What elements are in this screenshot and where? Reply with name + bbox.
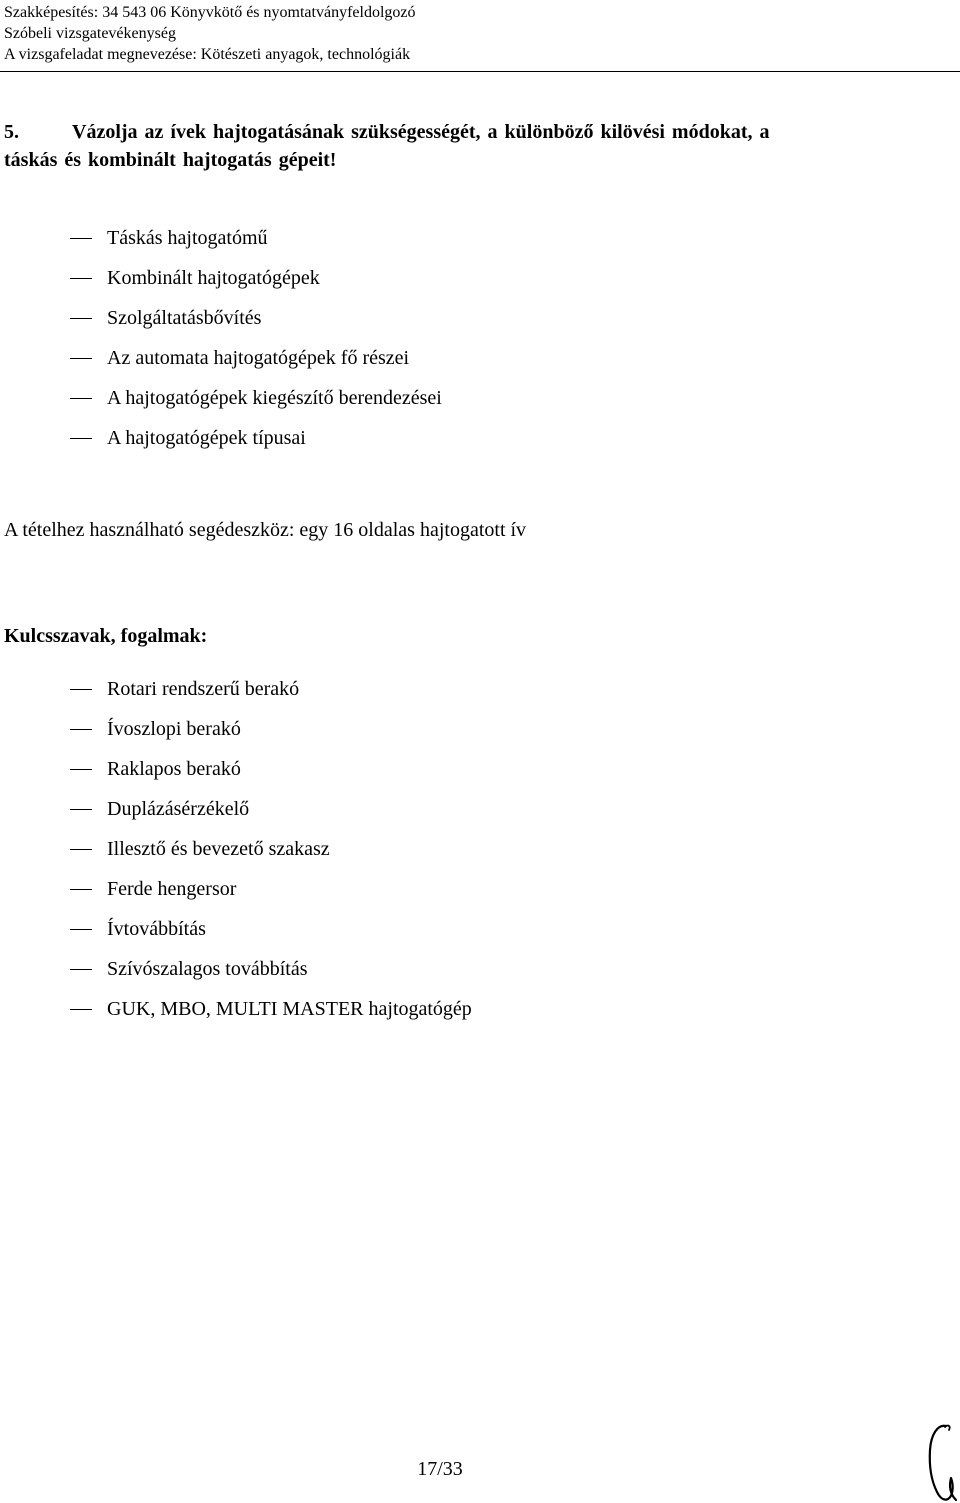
dash-bullet-icon (70, 358, 92, 359)
question-text-2: táskás és kombinált hajtogatás gépeit! (4, 149, 337, 171)
list-item (70, 298, 442, 338)
question-text-1: Vázolja az ívek hajtogatásának szükségességét, a különböző kilövési módokat, a (72, 121, 770, 143)
header-exam-activity: Szóbeli vizsgatevékenység (4, 25, 176, 42)
header-qualification: Szakképesítés: 34 543 06 Könyvkötő és nyomtatványfeldolgozó (4, 4, 416, 21)
keyword-text: Ívoszlopi berakó (107, 718, 241, 740)
topic-text: Az automata hajtogatógépek fő részei (107, 347, 410, 369)
dash-bullet-icon (70, 438, 92, 439)
keyword-text: GUK, MBO, MULTI MASTER hajtogatógép (107, 998, 472, 1020)
dash-bullet-icon (70, 689, 92, 690)
list-item (70, 258, 442, 298)
keyword-list (70, 669, 472, 1029)
dash-bullet-icon (70, 238, 92, 239)
topic-text: Táskás hajtogatómű (107, 227, 268, 249)
topic-text: A hajtogatógépek típusai (107, 427, 306, 449)
header-task-name: A vizsgafeladat megnevezése: Kötészeti anyagok, technológiák (4, 46, 411, 63)
dash-bullet-icon (70, 278, 92, 279)
topic-text: Szolgáltatásbővítés (107, 307, 262, 329)
topic-list (70, 218, 442, 458)
dash-bullet-icon (70, 849, 92, 850)
keywords-title: Kulcsszavak, fogalmak: (4, 625, 208, 647)
header-divider (0, 71, 960, 72)
dash-bullet-icon (70, 398, 92, 399)
question-block (4, 118, 884, 174)
aid-text: A tételhez használható segédeszköz: egy 16 oldalas hajtogatott ív (4, 519, 527, 541)
keyword-text: Rotari rendszerű berakó (107, 678, 300, 700)
list-item (70, 418, 442, 458)
question-number: 5. (4, 121, 19, 143)
list-item (70, 869, 472, 909)
list-item (70, 669, 472, 709)
keyword-text: Ívtovábbítás (107, 918, 206, 940)
keyword-text: Raklapos berakó (107, 758, 241, 780)
dash-bullet-icon (70, 318, 92, 319)
keyword-text: Illesztő és bevezető szakasz (107, 838, 330, 860)
page-header (4, 2, 415, 65)
dash-bullet-icon (70, 889, 92, 890)
dash-bullet-icon (70, 809, 92, 810)
list-item (70, 749, 472, 789)
list-item (70, 378, 442, 418)
dash-bullet-icon (70, 769, 92, 770)
keyword-text: Ferde hengersor (107, 878, 237, 900)
dash-bullet-icon (70, 969, 92, 970)
dash-bullet-icon (70, 1009, 92, 1010)
topic-text: Kombinált hajtogatógépek (107, 267, 320, 289)
list-item (70, 989, 472, 1029)
list-item (70, 218, 442, 258)
topic-text: A hajtogatógépek kiegészítő berendezései (107, 387, 442, 409)
list-item (70, 909, 472, 949)
keyword-text: Duplázásérzékelő (107, 798, 250, 820)
page-number: 17/33 (417, 1458, 463, 1480)
dash-bullet-icon (70, 729, 92, 730)
list-item (70, 709, 472, 749)
question-line-1 (4, 118, 884, 146)
list-item (70, 949, 472, 989)
list-item (70, 829, 472, 869)
list-item (70, 789, 472, 829)
dash-bullet-icon (70, 929, 92, 930)
list-item (70, 338, 442, 378)
signature-mark (918, 1420, 960, 1503)
keyword-text: Szívószalagos továbbítás (107, 958, 308, 980)
